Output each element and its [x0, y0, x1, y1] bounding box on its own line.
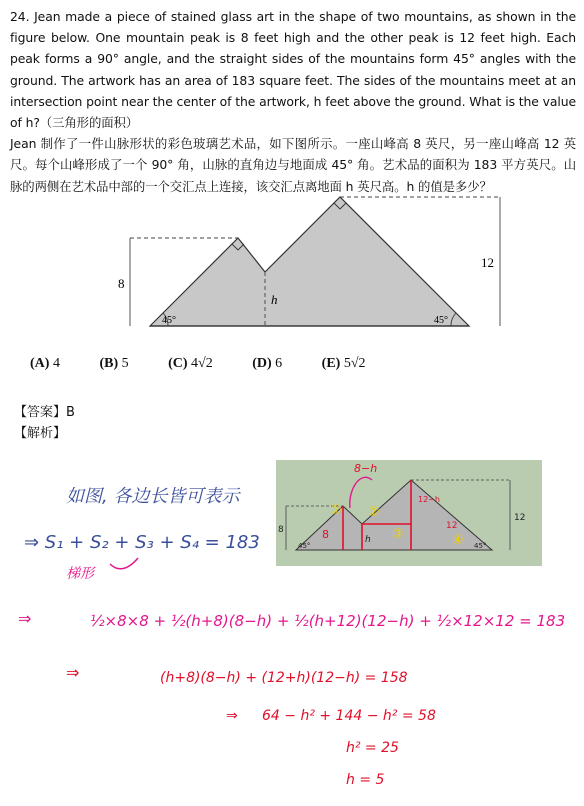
- hand-sum-equation: ⇒ S₁ + S₂ + S₃ + S₄ = 183: [24, 532, 260, 553]
- diagram-label-8: 8: [322, 528, 329, 541]
- hand-trapezoid-note: 梯形: [66, 566, 94, 582]
- choice-b: (B) 5: [99, 356, 129, 371]
- mountain-figure: [100, 192, 520, 342]
- diagram-label-12: 12: [446, 521, 458, 531]
- analysis-label: 【解析】: [14, 426, 67, 441]
- label-left-height: 8: [118, 276, 125, 291]
- problem-text: [10, 6, 576, 197]
- label-angle-left: 45°: [162, 315, 176, 326]
- problem-english: 24. Jean made a piece of stained glass art in the shape of two mountains, as shown in the figure below. One mountain peak is 8 feet high and the other peak is 12 feet high. Each peak forms a 90° angle, and the straight sides of the mountains form 45° angles with the ground. The artwork has an area of 183 square feet. The sides of the mountains meet at an intersection point near the center of the artwork, h feet above the ground. What is the value of h?（三角形的面积）: [10, 9, 576, 131]
- handwritten-solution: [0, 440, 584, 806]
- hand-arrow-2: ⇒: [66, 663, 80, 682]
- diagram-h: h: [365, 535, 371, 545]
- hand-step4: h² = 25: [346, 740, 399, 756]
- answer-section: [14, 402, 75, 444]
- hand-arrow-3: ⇒: [226, 708, 238, 724]
- label-angle-right: 45°: [434, 315, 448, 326]
- hand-step2: (h+8)(8−h) + (12+h)(12−h) = 158: [160, 670, 408, 686]
- hand-step3: 64 − h² + 144 − h² = 58: [262, 708, 436, 724]
- answer-choices: [30, 356, 402, 372]
- circle-1: ①: [330, 503, 342, 518]
- circle-3: ③: [392, 527, 404, 542]
- label-right-height: 12: [481, 255, 494, 270]
- diagram-8: 8: [278, 525, 284, 535]
- hand-arrow-1: ⇒: [18, 609, 32, 628]
- hand-area-equation: ½×8×8 + ½(h+8)(8−h) + ½(h+12)(12−h) + ½×12×12 = 183: [90, 612, 566, 630]
- label-h: h: [271, 292, 278, 307]
- diagram-label-12h: 12−h: [418, 495, 440, 504]
- choice-d: (D) 6: [252, 356, 283, 371]
- diagram-12: 12: [514, 513, 526, 523]
- diagram-45-left: 45°: [298, 542, 311, 550]
- hand-step5: h = 5: [346, 772, 385, 788]
- diagram-45-right: 45°: [474, 542, 487, 550]
- problem-chinese: Jean 制作了一件山脉形状的彩色玻璃艺术品，如下图所示。一座山峰高 8 英尺，另一座山峰高 12 英尺。每个山峰形成了一个 90° 角，山脉的直角边与地面成 45° 角。艺术品的面积为 183 平方英尺。山脉的两侧在艺术品中部的一个交汇点上连接，该交汇点离地面 h 英尺高。h 的值是多少？: [10, 136, 576, 194]
- diagram-top-label: 8−h: [354, 462, 378, 475]
- choice-c: (C) 4√2: [168, 356, 213, 371]
- hand-intro: 如图, 各边长皆可表示: [66, 486, 240, 507]
- annotated-diagram-photo: [276, 460, 542, 566]
- choice-a: (A) 4: [30, 356, 60, 371]
- mountains-shape: [150, 197, 469, 326]
- choice-e: (E) 5√2: [321, 356, 366, 371]
- circle-4: ④: [452, 533, 464, 548]
- answer-label: 【答案】B: [14, 405, 75, 420]
- circle-2: ②: [368, 505, 380, 520]
